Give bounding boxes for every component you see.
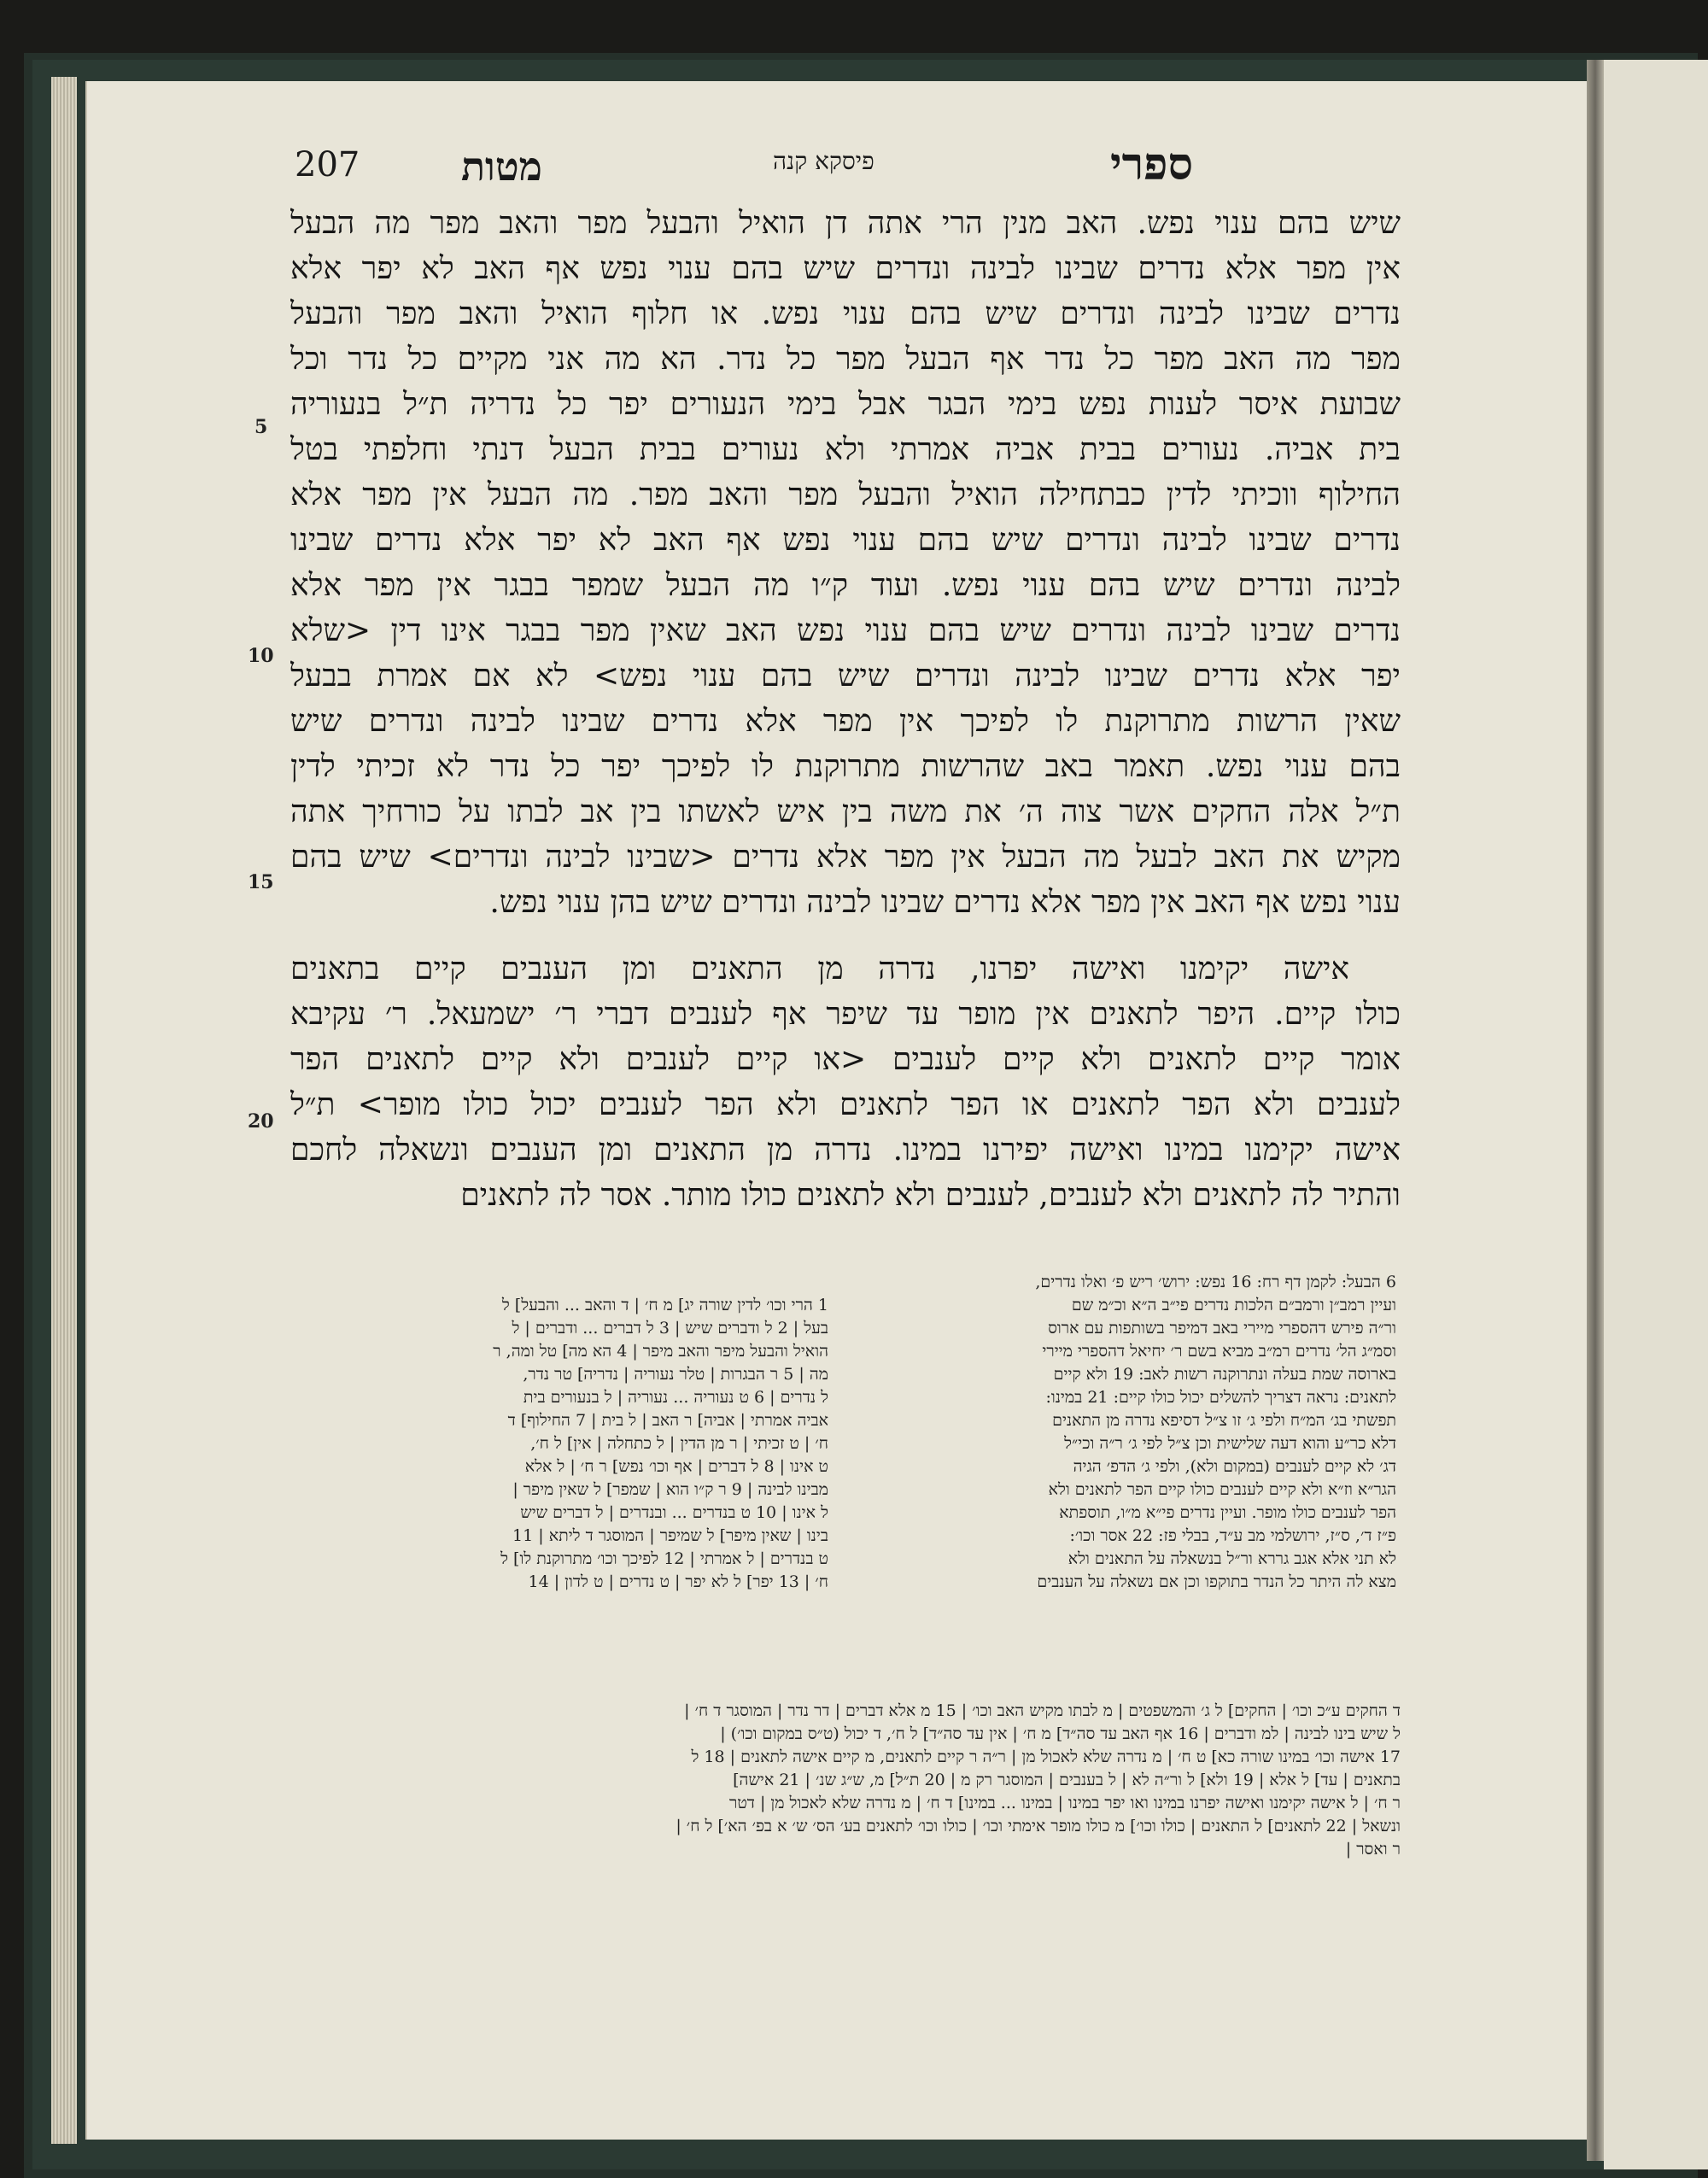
section-title: פיסקא קנה — [773, 147, 874, 175]
main-text-line: שאין הרשות מתרוקנת לו לפיכך אין מפר אלא נדרים שבינו לבינה ונדרים שיש — [290, 704, 1401, 739]
footnote-line-right: וסמ״ג הל׳ נדרים רמ״ב מביא בשם ר׳ יחיאל דהספרי מיירי — [1042, 1342, 1396, 1361]
footnote-line-wide: ל שיש בינו לבינה | למ ודברים | 16 אף האב עד סה״ד] מ ח׳ | אין עד סה״ד] ל ח׳, ד יכול (ט״ס במקום וכו׳) | — [720, 1724, 1401, 1743]
footnote-line-left: אביה אמרתי | אביה] ר האב | ל בית | 7 החילוף] ד — [507, 1411, 828, 1430]
footnote-line-left: ל נדרים | 6 ט נעוריה ... נעוריה | ל בנעורים בית — [523, 1388, 828, 1407]
main-text-line: ת״ל אלה החקים אשר צוה ה׳ את משה בין איש לאשתו בין אב לבתו על כורחיך אתה — [290, 794, 1401, 829]
footnote-line-right: דג׳ לא קיים לענבים (במקום ולא), ולפי ג׳ הדפ׳ הגיה — [1073, 1457, 1396, 1476]
footnote-line-right: הפר לענבים כולו מופר. ועיין נדרים פי״א מ״ו, תוספתא — [1059, 1503, 1396, 1522]
main-text-line: בהם ענוי נפש. תאמר באב שהרשות מתרוקנת לו לפיכך יפר כל נדר לא זכיתי לדין — [290, 749, 1401, 784]
footnote-line-left: בעל | 2 ל ודברים שיש | 3 ל דברים ... ודברים | ל — [512, 1319, 828, 1338]
footnote-line-right: פ״ז ד׳, ס״ז, ירושלמי מב ע״ד, בבלי פז: 22 אסר וכו׳: — [1069, 1526, 1396, 1545]
main-text-line: לבינה ונדרים שיש בהם ענוי נפש. ועוד ק״ו מה הבעל שמפר בבגר אין מפר אלא — [290, 568, 1401, 603]
footnote-line-right: לא תני אלא אגב גררא ור״ל בנשאלה על התאנים ולא — [1068, 1549, 1396, 1568]
page-number: 207 — [295, 145, 360, 184]
main-text-line: לענבים ולא הפר לתאנים או הפר לתאנים ולא הפר לענבים יכול כולו מופר> ת״ל — [290, 1087, 1401, 1122]
main-text-line: נדרים שבינו לבינה ונדרים שיש בהם ענוי נפש האב שאין מפר בבגר אינו דין <שלא — [290, 613, 1401, 648]
line-number: 10 — [248, 645, 274, 667]
main-text-line: נדרים שבינו לבינה ונדרים שיש בהם ענוי נפש אף האב לא יפר אלא נדרים שבינו — [290, 523, 1401, 558]
main-text-line: החילוף ווכיתי לדין כבתחילה הואיל והבעל מפר והאב מפר. מה הבעל אין מפר אלא — [290, 477, 1401, 512]
footnote-line-wide: 17 אישה וכו׳ במינו שורה כא] ט ח׳ | מ נדרה שלא לאכול מן | ר״ה ר קיים לתאנים, מ קיים אישה לתאנים | 18 ל — [691, 1748, 1401, 1766]
line-number: 15 — [248, 871, 274, 893]
footnote-line-left: מה | 5 ר הבגרות | טלר נעוריה | נדריה] טר נדר, — [523, 1365, 828, 1384]
footnote-line-wide: ד החקים ע״כ וכו׳ | החקים] ל ג׳ והמשפטים | מ לבתו מקיש האב וכו׳ | 15 מ אלא דברים | דר נדר | המוסגר ד ח׳ | — [684, 1701, 1401, 1720]
main-text-line: אין מפר אלא נדרים שבינו לבינה ונדרים שיש בהם ענוי נפש אף האב לא יפר אלא — [290, 251, 1401, 286]
book-gutter — [1587, 60, 1604, 2161]
footnote-line-left: ח׳ | 13 יפר] ל לא יפר | ט נדרים | ט לדון | 14 — [528, 1572, 828, 1591]
footnote-line-right: דלא כר״ע והוא דעה שלישית וכן צ״ל לפי ג׳ ר״ה וכי״ל — [1064, 1434, 1396, 1453]
footnote-line-wide: ר ואסר | — [1345, 1840, 1401, 1859]
main-text-line: ענוי נפש אף האב אין מפר אלא נדרים שבינו לבינה ונדרים שיש בהן ענוי נפש. — [489, 885, 1401, 920]
footnote-line-left: ל אינו | 10 ט בנדרים ... ובנדרים | ל דברים שיש — [520, 1503, 828, 1522]
parasha-title: מטות — [461, 143, 542, 190]
footnote-line-wide: בתאנים | עד] ל אלא | 19 ולא] ל ור״ה לא | ל בענבים | המוסגר רק מ | 20 ת״ל] מ, ש״ג שנ׳ | 21 אישה] — [733, 1771, 1401, 1789]
main-text-line: שבועת איסר לענות נפש בימי הבגר אבל בימי הנעורים יפר כל נדריה ת״ל בנעוריה — [290, 387, 1401, 422]
line-number: 5 — [254, 416, 268, 438]
main-text-line: נדרים שבינו לבינה ונדרים שיש בהם ענוי נפש. או חלוף הואיל והאב מפר והבעל — [290, 296, 1401, 331]
main-text-line: מקיש את האב לבעל מה הבעל אין מפר אלא נדרים <שבינו לבינה ונדרים> שיש בהם — [290, 840, 1401, 875]
footnote-line-left: הואיל והבעל מיפר והאב מיפר | 4 הא מה] טל ומה, ר — [493, 1342, 828, 1361]
footnote-line-left: ט אינו | 8 ל דברים | אף וכו׳ נפש] ר ח׳ | ל אלא — [524, 1457, 828, 1476]
footnote-line-right: ור״ה פירש דהספרי מיירי באב דמיפר בשותפות עם ארוס — [1048, 1319, 1396, 1338]
footnote-line-right: הגר״א וז״א ולא קיים לענבים כולו קיים הפר לתאנים ולא — [1048, 1480, 1396, 1499]
page-stack — [51, 77, 77, 2144]
main-text-line: יפר אלא נדרים שבינו לבינה ונדרים שיש בהם ענוי נפש> לא אם אמרת בבעל — [290, 659, 1401, 694]
main-text-line: מפר מה האב מפר כל נדר אף הבעל מפר כל נדר. הא מה אני מקיים כל נדר וכל — [290, 342, 1401, 377]
main-text-line: והתיר לה לתאנים ולא לענבים, לענבים ולא לתאנים כולו מותר. אסר לה לתאנים — [460, 1178, 1401, 1213]
main-text-line: אישה יקימנו במינו ואישה יפירנו במינו. נדרה מן התאנים ומן הענבים ונשאלה לחכם — [290, 1133, 1401, 1168]
footnote-line-left: בינו | שאין מיפר] ל שמיפר | המוסגר ד ליתא | 11 — [512, 1526, 828, 1545]
main-text-line: אישה יקימנו ואישה יפרנו, נדרה מן התאנים ומן הענבים קיים בתאנים — [290, 951, 1349, 987]
footnote-line-right: תפשתי בג׳ המ״ח ולפי ג׳ זו צ״ל דסיפא נדרה מן התאנים — [1052, 1411, 1396, 1430]
main-text-line: כולו קיים. היפר לתאנים אין מופר עד שיפר אף לענבים דברי ר׳ ישמעאל. ר׳ עקיבא — [290, 997, 1401, 1032]
line-number: 20 — [248, 1110, 274, 1133]
footnote-line-left: מבינו לבינה | 9 ר ק״ו הוא | שמפר] ל שאין מיפר | — [512, 1480, 828, 1499]
footnote-line-left: ח׳ | ט זכיתי | ר מן הדין | ל כתחלה | אין] ל ח׳, — [530, 1434, 828, 1453]
footnote-line-right: ועיין רמב״ן ורמב״ם הלכות נדרים פי״ב ה״א וכ״מ שם — [1071, 1296, 1396, 1314]
footnote-line-right: 6 הבעל: לקמן דף רח: 16 נפש: ירוש׳ ריש פ׳ ואלו נדרים, — [1035, 1273, 1396, 1291]
footnote-line-right: מצא לה היתר כל הנדר בתוקפו וכן אם נשאלה על הענבים — [1037, 1572, 1396, 1591]
footnote-line-wide: ר ח׳ | ל אישה יקימנו ואישה יפרנו במינו ואו יפר במינו | במינו ... במינו] ד ח׳ | מ נדרה שלא לאכול מן | דטר — [728, 1794, 1401, 1812]
footnote-line-right: לתאנים: נראה דצריך להשלים יכול כולו קיים: 21 במינו: — [1045, 1388, 1396, 1407]
book-title: ספרי — [1110, 138, 1194, 190]
footnote-line-left: ט בנדרים | ל אמרתי | 12 לפיכך וכו׳ מתרוקנת לו] ל — [500, 1549, 828, 1568]
main-text-line: שיש בהם ענוי נפש. האב מנין הרי אתה דן הואיל והבעל מפר והאב מפר מה הבעל — [290, 206, 1401, 241]
main-text-line: אומר קיים לתאנים ולא קיים לענבים <או קיים לענבים ולא קיים לתאנים הפר — [290, 1042, 1401, 1077]
facing-page-edge — [1604, 60, 1708, 2169]
footnote-line-right: בארוסה שמת בעלה ונתרוקנה רשות לאב: 19 ולא קיים — [1053, 1365, 1396, 1384]
footnote-line-wide: ונשאל | 22 לתאנים] ל התאנים | כולו וכו׳] מ כולו מופר אימתי וכו׳ | כולו וכו׳ לתאנים בע׳ הס׳ ש׳ א בפ׳ הא׳] ל ח׳ | — [676, 1817, 1401, 1835]
main-text-line: בית אביה. נעורים בבית אביה אמרתי ולא נעורים בבית הבעל דנתי וחלפתי בטל — [290, 432, 1401, 467]
footnote-line-left: 1 הרי וכו׳ לדין שורה יג] מ ח׳ | ד והאב ... והבעל] ל — [501, 1296, 828, 1314]
